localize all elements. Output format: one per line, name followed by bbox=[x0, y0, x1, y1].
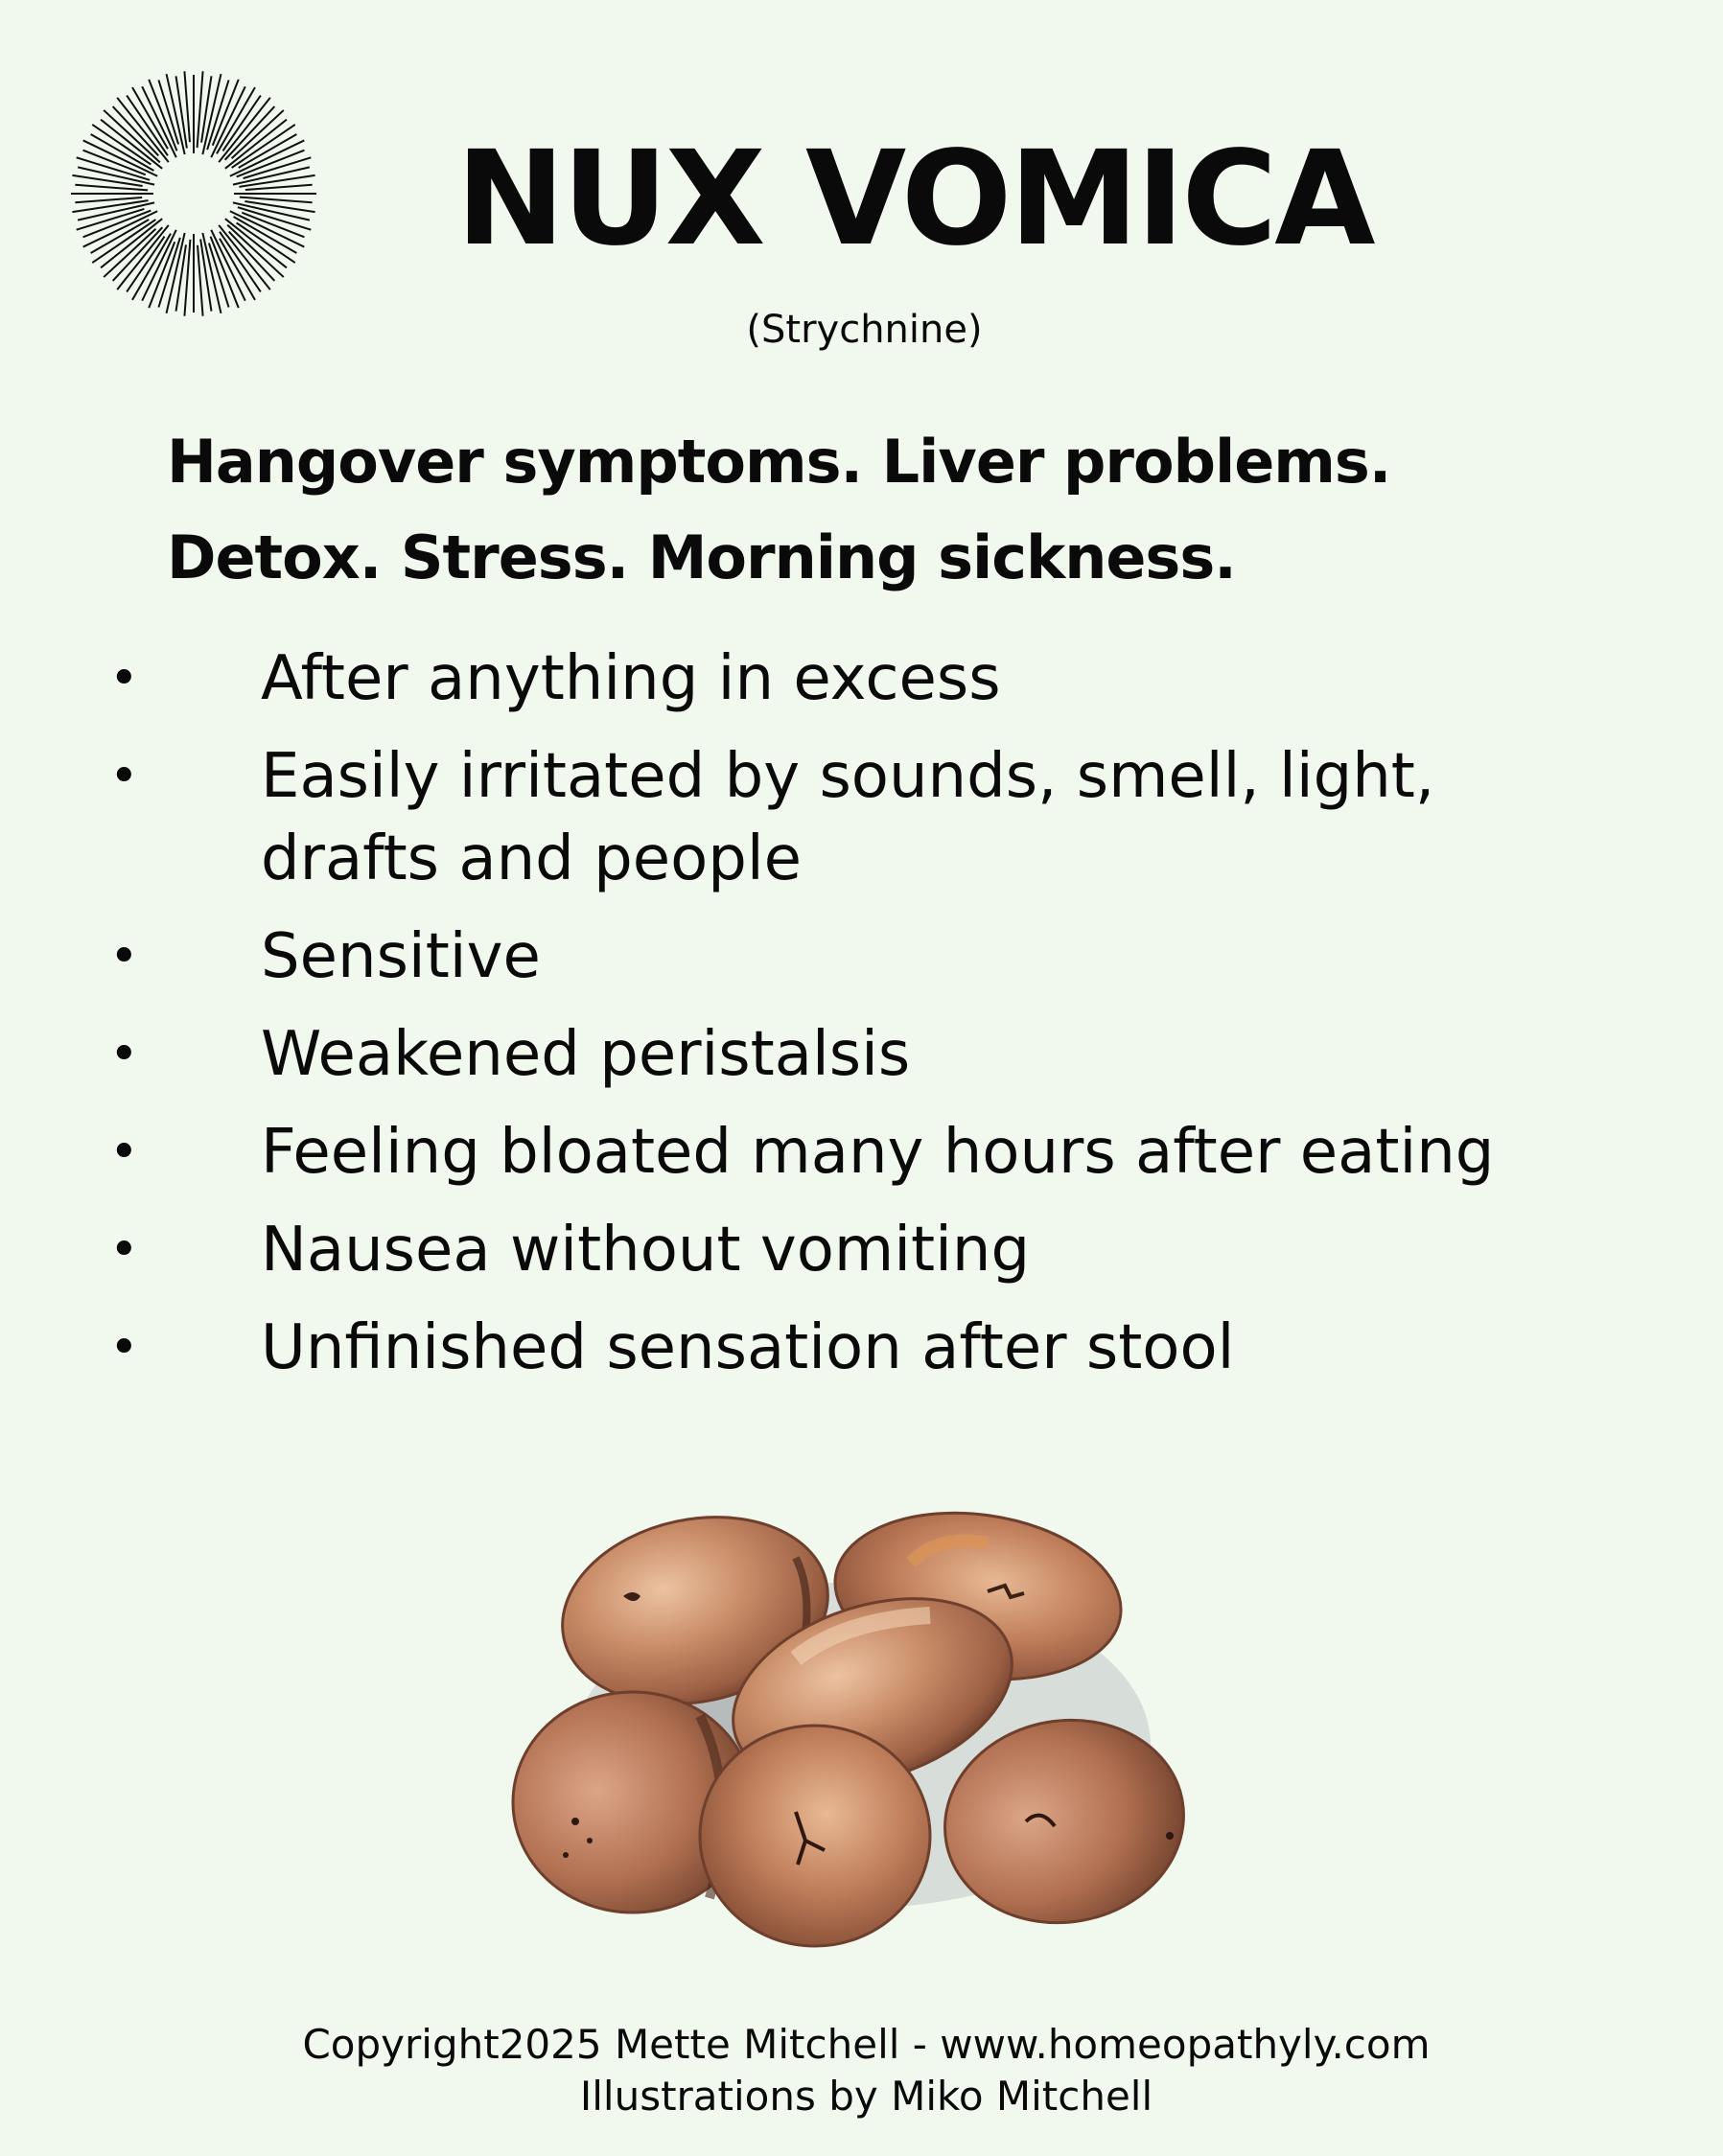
symptom-list bbox=[0, 638, 1723, 1404]
symptom-text: Unfinished sensation after stool bbox=[261, 1312, 1235, 1383]
symptom-text: Easily irritated by sounds, smell, light, bbox=[261, 741, 1435, 812]
bullet-icon: • bbox=[109, 748, 139, 805]
symptom-text: Feeling bloated many hours after eating bbox=[261, 1117, 1495, 1188]
symptom-item bbox=[0, 638, 1603, 720]
bullet-icon: • bbox=[109, 1026, 139, 1083]
footer bbox=[0, 2019, 1723, 2122]
bullet-icon: • bbox=[109, 1124, 139, 1181]
nux-vomica-seeds-illustration bbox=[508, 1505, 1218, 1965]
bullet-icon: • bbox=[109, 650, 139, 707]
headline-line-2: Detox. Stress. Morning sickness. bbox=[167, 522, 1236, 592]
page-title: NUX VOMICA bbox=[455, 124, 1373, 275]
symptom-text: Sensitive bbox=[261, 921, 541, 992]
symptom-item bbox=[0, 916, 1603, 998]
headline-line-1: Hangover symptoms. Liver problems. bbox=[167, 427, 1391, 497]
bullet-icon: • bbox=[109, 928, 139, 985]
bullet-icon: • bbox=[109, 1221, 139, 1279]
seed bbox=[700, 1726, 930, 1946]
symptom-text-continued: drafts and people bbox=[261, 823, 803, 894]
symptom-text: Weakened peristalsis bbox=[261, 1019, 911, 1090]
illustration-credit: Illustrations by Miko Mitchell bbox=[579, 2073, 1153, 2120]
symptom-item bbox=[0, 735, 1603, 900]
symptom-item bbox=[0, 1209, 1603, 1291]
symptom-item bbox=[0, 1111, 1603, 1194]
page-subtitle: (Strychnine) bbox=[746, 308, 983, 352]
symptom-item bbox=[0, 1307, 1603, 1389]
bullet-icon: • bbox=[109, 1319, 139, 1377]
symptom-text: Nausea without vomiting bbox=[261, 1215, 1031, 1286]
headline bbox=[167, 414, 1605, 606]
symptom-item bbox=[0, 1013, 1603, 1096]
copyright-text: Copyright2025 Mette Mitchell - www.homeopathyly.com bbox=[302, 2021, 1431, 2068]
symptom-text: After anything in excess bbox=[261, 643, 1001, 714]
